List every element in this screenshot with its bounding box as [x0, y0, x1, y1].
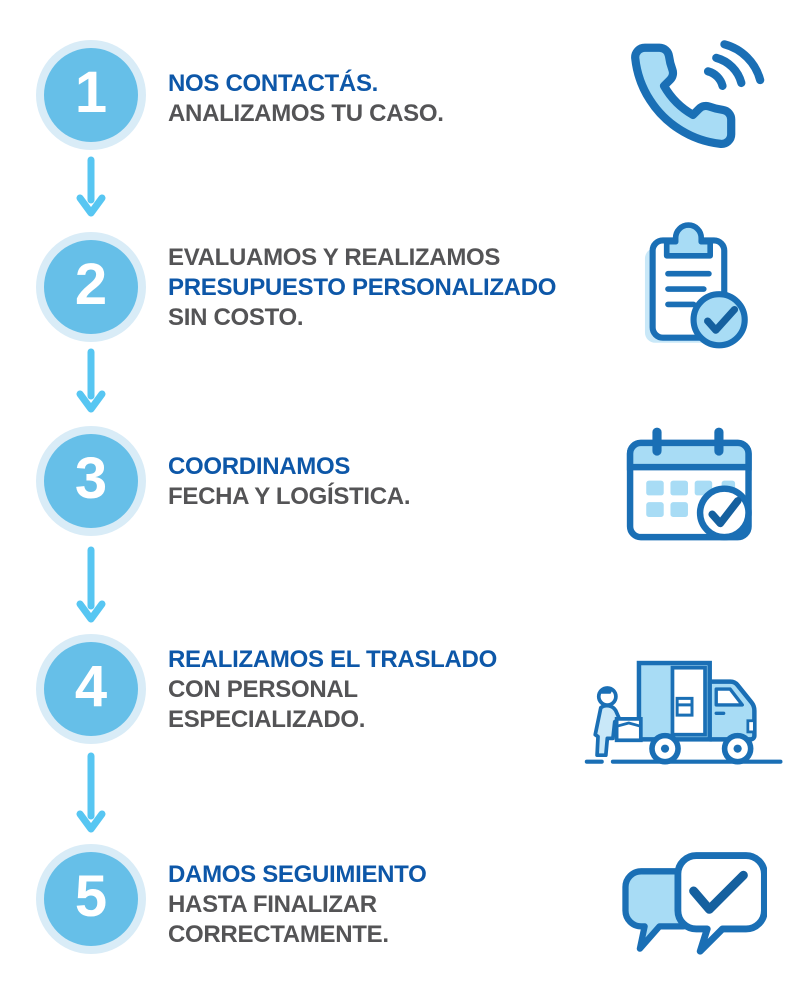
- step-number: 3: [74, 446, 108, 511]
- step-number-badge: [44, 48, 138, 142]
- step-circle-4: [36, 634, 146, 744]
- step-heading: NOS CONTACTÁS.: [168, 70, 379, 97]
- step-subtext: CON PERSONAL: [168, 676, 358, 703]
- step-number-badge: [44, 240, 138, 334]
- step-number-badge: [44, 852, 138, 946]
- step-subtext: CORRECTAMENTE.: [168, 921, 389, 948]
- down-arrow-icon: [76, 348, 106, 416]
- chat-check-icon: [615, 845, 767, 976]
- step-number: 5: [74, 864, 108, 929]
- step-heading: REALIZAMOS EL TRASLADO: [168, 646, 497, 673]
- step-number: 1: [74, 60, 108, 125]
- step-subtext: FECHA Y LOGÍSTICA.: [168, 483, 411, 510]
- step-circle-1: [36, 40, 146, 150]
- step-text-2: [168, 243, 638, 333]
- step-number-badge: [44, 642, 138, 736]
- moving-truck-icon: [583, 650, 788, 776]
- step-number: 4: [74, 654, 108, 719]
- down-arrow-icon: [76, 752, 106, 836]
- step-number: 2: [74, 252, 108, 317]
- step-circle-2: [36, 232, 146, 342]
- step-heading: PRESUPUESTO PERSONALIZADO: [168, 274, 557, 301]
- step-circle-5: [36, 844, 146, 954]
- calendar-check-icon: [622, 424, 762, 553]
- step-text-3: [168, 452, 638, 512]
- down-arrow-icon: [76, 156, 106, 220]
- step-subtext: SIN COSTO.: [168, 304, 304, 331]
- step-number-badge: [44, 434, 138, 528]
- step-text-5: [168, 860, 638, 950]
- step-heading: DAMOS SEGUIMIENTO: [168, 861, 427, 888]
- step-circle-3: [36, 426, 146, 536]
- clipboard-check-icon: [632, 220, 750, 358]
- step-subtext: HASTA FINALIZAR: [168, 891, 377, 918]
- step-text-1: [168, 69, 638, 129]
- step-subtext: ANALIZAMOS TU CASO.: [168, 100, 444, 127]
- step-subtext: ESPECIALIZADO.: [168, 706, 366, 733]
- phone-icon: [625, 38, 765, 159]
- step-heading: COORDINAMOS: [168, 453, 351, 480]
- step-text-4: [168, 645, 638, 735]
- step-subtext: EVALUAMOS Y REALIZAMOS: [168, 244, 501, 271]
- down-arrow-icon: [76, 546, 106, 626]
